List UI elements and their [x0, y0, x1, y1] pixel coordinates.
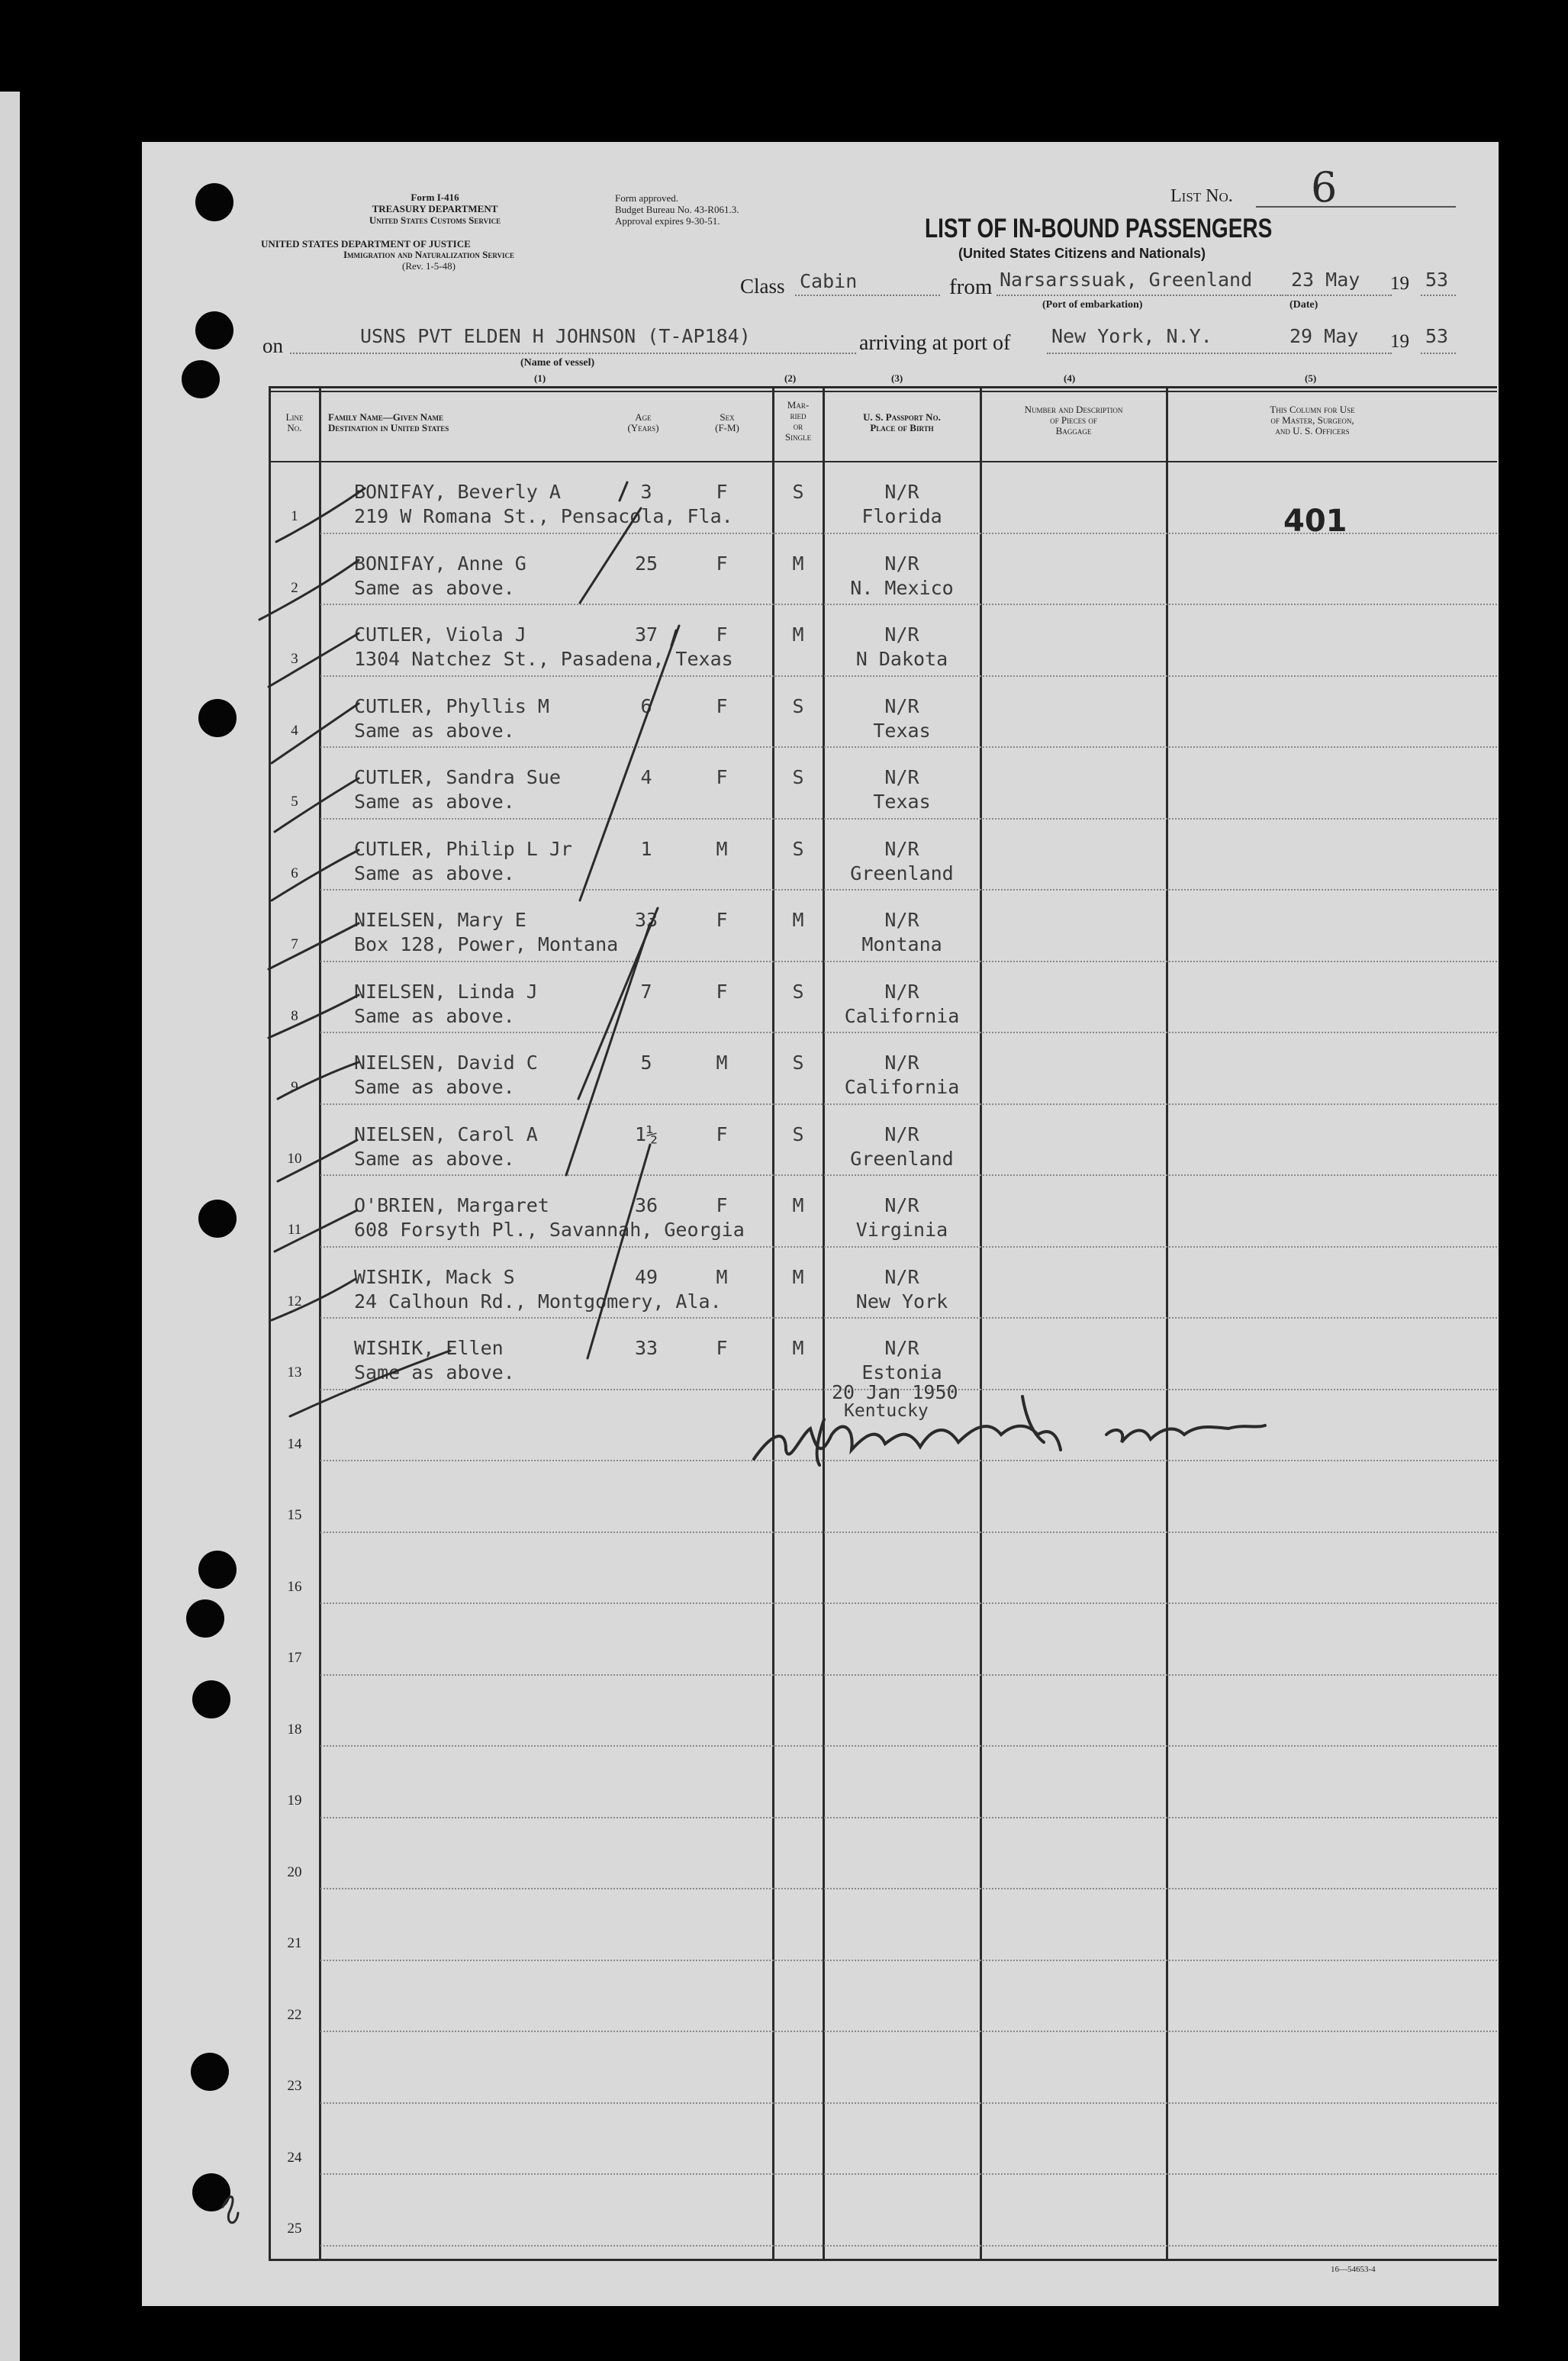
col-num-5: (5)	[1305, 372, 1317, 384]
col-num-2: (2)	[784, 372, 797, 384]
passenger-name: NIELSEN, Carol A	[354, 1123, 538, 1145]
place-of-birth: N. Mexico	[850, 576, 954, 599]
line-number: 19	[287, 1792, 302, 1809]
approval-expires: Approval expires 9-30-51.	[615, 215, 720, 227]
destination: Same as above.	[354, 576, 515, 599]
line-number: 8	[291, 1007, 298, 1024]
list-number: 6	[1311, 163, 1338, 211]
col-officers-2: of Master, Surgeon,	[1270, 414, 1354, 426]
line-number: 12	[287, 1293, 302, 1309]
sex: M	[716, 1265, 728, 1288]
marital-status: M	[792, 552, 804, 575]
place-of-birth: Greenland	[850, 862, 954, 884]
year-prefix: 19	[1390, 273, 1409, 294]
age: 3	[640, 481, 652, 503]
line-number: 13	[287, 1364, 302, 1380]
row-divider	[320, 889, 1497, 891]
place-of-birth: California	[844, 1076, 960, 1098]
col-num-3: (3)	[891, 372, 903, 384]
col-sex-1: Sex	[720, 411, 735, 423]
passenger-name: WISHIK, Mack S	[354, 1265, 515, 1288]
passport-no: N/R	[884, 1194, 919, 1216]
row-divider	[320, 2245, 1497, 2247]
col-married-1: Mar-	[787, 399, 810, 411]
arriving-label: arriving at port of	[859, 331, 1011, 355]
punch-hole	[195, 183, 233, 221]
destination: Same as above.	[354, 862, 515, 884]
destination: Same as above.	[354, 1076, 515, 1098]
arrival-port: New York, N.Y.	[1051, 325, 1212, 347]
age: 4	[640, 766, 652, 788]
col-married-3: or	[793, 420, 803, 432]
passport-no: N/R	[884, 1123, 919, 1145]
age: 37	[634, 623, 658, 646]
age: 36	[634, 1194, 658, 1216]
passport-no: N/R	[884, 766, 919, 788]
marital-status: M	[792, 1337, 804, 1359]
sex: F	[716, 552, 728, 575]
from-year: 53	[1425, 269, 1449, 291]
punch-hole	[191, 2053, 229, 2091]
date-caption: (Date)	[1289, 299, 1318, 311]
col-line-2: No.	[287, 422, 302, 433]
age: 25	[634, 552, 658, 575]
rev-date: (Rev. 1-5-48)	[402, 260, 456, 272]
port-embark-caption: (Port of embarkation)	[1042, 299, 1143, 311]
passenger-name: NIELSEN, Linda J	[354, 980, 538, 1003]
line-number: 14	[287, 1435, 302, 1452]
line-number: 17	[287, 1650, 302, 1666]
form-approved: Form approved.	[615, 192, 679, 204]
destination: 219 W Romana St., Pensacola, Fla.	[354, 505, 733, 527]
punch-hole	[198, 1551, 237, 1589]
marital-status: S	[792, 837, 804, 860]
line-number: 23	[287, 2078, 302, 2094]
destination: 608 Forsyth Pl., Savannah, Georgia	[354, 1219, 745, 1241]
row-divider	[320, 1103, 1497, 1105]
line-number: 1	[291, 508, 298, 524]
age: 33	[634, 909, 658, 931]
film-edge-strip	[0, 92, 20, 2361]
table-bottom-rule	[269, 2259, 1497, 2261]
manifest-page	[142, 142, 1499, 2306]
line-number: 25	[287, 2221, 302, 2237]
place-of-birth: Greenland	[850, 1147, 954, 1170]
passenger-name: WISHIK, Ellen	[354, 1337, 504, 1359]
punch-hole	[182, 360, 220, 398]
place-of-birth: California	[844, 1004, 960, 1027]
passport-no: N/R	[884, 909, 919, 931]
place-of-birth: Virginia	[855, 1219, 948, 1241]
passport-no: N/R	[884, 837, 919, 860]
age: 33	[634, 1337, 658, 1359]
passenger-name: CUTLER, Sandra Sue	[354, 766, 561, 788]
row-divider	[320, 1960, 1497, 1961]
arrival-year: 53	[1425, 325, 1449, 347]
passenger-name: O'BRIEN, Margaret	[354, 1194, 549, 1216]
row-divider	[320, 1745, 1497, 1747]
destination: 24 Calhoun Rd., Montgomery, Ala.	[354, 1290, 722, 1313]
age: 1½	[634, 1123, 658, 1145]
row-divider	[320, 2031, 1497, 2032]
marital-status: M	[792, 623, 804, 646]
line-number: 10	[287, 1150, 302, 1167]
sex: F	[716, 1194, 728, 1216]
row-divider	[320, 675, 1497, 677]
place-of-birth: Texas	[873, 719, 931, 742]
sex: M	[716, 837, 728, 860]
destination: Same as above.	[354, 791, 515, 813]
passenger-name: CUTLER, Philip L Jr	[354, 837, 572, 860]
page-subtitle: (United States Citizens and Nationals)	[958, 246, 1206, 261]
from-date: 23 May	[1291, 269, 1360, 291]
line-number: 24	[287, 2149, 302, 2166]
sex: F	[716, 694, 728, 717]
row-divider	[320, 1460, 1497, 1461]
age: 1	[640, 837, 652, 860]
line-number: 9	[291, 1079, 298, 1095]
col-line-1: Line	[285, 411, 304, 423]
sex: F	[716, 1337, 728, 1359]
passport-no: N/R	[884, 623, 919, 646]
from-label: from	[949, 275, 993, 299]
class-label: Class	[740, 275, 785, 298]
passport-no: N/R	[884, 552, 919, 575]
col-married-4: Single	[784, 431, 812, 443]
sex: F	[716, 1123, 728, 1145]
col-baggage-1: Number and Description	[1024, 404, 1123, 415]
class-value: Cabin	[800, 270, 858, 292]
passenger-name: BONIFAY, Beverly A	[354, 481, 561, 503]
line-number: 5	[291, 794, 298, 810]
place-of-birth: New York	[855, 1290, 948, 1313]
place-of-birth: Texas	[873, 791, 931, 813]
passenger-name: NIELSEN, Mary E	[354, 909, 526, 931]
table-top-rule	[269, 386, 1497, 388]
sex: F	[716, 980, 728, 1003]
col-baggage-2: of Pieces of	[1050, 414, 1097, 426]
col-officers-1: This Column for Use	[1270, 404, 1355, 415]
col-age-1: Age	[635, 411, 652, 423]
marital-status: S	[792, 980, 804, 1003]
list-no-label: List No.	[1170, 186, 1233, 206]
col-officers-3: and U. S. Officers	[1275, 425, 1350, 436]
budget-bureau: Budget Bureau No. 43-R061.3.	[615, 204, 739, 215]
row-divider	[320, 1317, 1497, 1319]
passenger-name: NIELSEN, David C	[354, 1052, 538, 1074]
age: 5	[640, 1052, 652, 1074]
age: 7	[640, 980, 652, 1003]
ins-service: Immigration and Naturalization Service	[343, 249, 515, 260]
age: 49	[634, 1265, 658, 1288]
punch-hole	[195, 311, 233, 349]
sex: F	[716, 481, 728, 503]
passport-no: N/R	[884, 1337, 919, 1359]
col-passport-1: U. S. Passport No.	[863, 411, 941, 423]
on-label: on	[262, 334, 283, 357]
col-num-1: (1)	[534, 372, 546, 384]
punch-hole	[198, 699, 237, 737]
marital-status: S	[792, 766, 804, 788]
row-divider	[320, 2173, 1497, 2175]
from-port: Narsarssuak, Greenland	[1000, 269, 1253, 291]
place-of-birth: Florida	[861, 505, 942, 527]
treasury-dept: TREASURY DEPARTMENT	[372, 203, 498, 214]
page-title: LIST OF IN-BOUND PASSENGERS	[925, 214, 1273, 243]
row-divider	[320, 746, 1497, 748]
vessel-caption: (Name of vessel)	[520, 357, 595, 369]
col-name-2: Destination in United States	[328, 422, 449, 433]
vessel-name: USNS PVT ELDEN H JOHNSON (T-AP184)	[360, 325, 751, 347]
punch-hole	[186, 1599, 224, 1638]
marital-status: S	[792, 1052, 804, 1074]
col-married-2: ried	[790, 410, 807, 421]
line-number: 18	[287, 1721, 302, 1738]
customs-service: United States Customs Service	[369, 214, 501, 226]
line-number: 6	[291, 865, 298, 881]
passenger-name: BONIFAY, Anne G	[354, 552, 526, 575]
row-divider	[320, 604, 1497, 605]
line-number: 22	[287, 2006, 302, 2023]
passenger-name: CUTLER, Phyllis M	[354, 694, 549, 717]
row-divider	[320, 818, 1497, 820]
row-divider	[320, 1817, 1497, 1818]
destination: Same as above.	[354, 1147, 515, 1170]
passport-no: N/R	[884, 1265, 919, 1288]
col-passport-2: Place of Birth	[870, 422, 934, 433]
passport-no: N/R	[884, 481, 919, 503]
col-name-1: Family Name—Given Name	[328, 411, 444, 423]
row-divider	[320, 1888, 1497, 1889]
arrival-date: 29 May	[1289, 325, 1359, 347]
year-prefix-2: 19	[1390, 331, 1409, 352]
place-of-birth: Estonia	[861, 1361, 942, 1383]
destination: Same as above.	[354, 719, 515, 742]
age: 6	[640, 694, 652, 717]
sex: M	[716, 1052, 728, 1074]
row-divider	[320, 1032, 1497, 1033]
punch-hole	[198, 1200, 237, 1238]
line-number: 11	[287, 1222, 302, 1238]
marital-status: M	[792, 1194, 804, 1216]
form-number: Form I-416	[411, 192, 459, 203]
passport-no: N/R	[884, 980, 919, 1003]
marital-status: M	[792, 1265, 804, 1288]
line-number: 15	[287, 1507, 302, 1523]
destination: Box 128, Power, Montana	[354, 933, 619, 955]
sex: F	[716, 766, 728, 788]
sex: F	[716, 623, 728, 646]
naturalization-date: 20 Jan 1950	[832, 1381, 958, 1403]
destination: Same as above.	[354, 1361, 515, 1383]
passenger-name: CUTLER, Viola J	[354, 623, 526, 646]
stamp-number: 401	[1283, 504, 1347, 539]
passport-no: N/R	[884, 1052, 919, 1074]
marital-status: S	[792, 1123, 804, 1145]
row-divider	[320, 1174, 1497, 1176]
row-divider	[320, 1532, 1497, 1533]
line-number: 20	[287, 1863, 302, 1880]
row-divider	[320, 1674, 1497, 1676]
marital-status: S	[792, 481, 804, 503]
line-number: 4	[291, 722, 298, 739]
destination: Same as above.	[354, 1004, 515, 1027]
sex: F	[716, 909, 728, 931]
destination: 1304 Natchez St., Pasadena, Texas	[354, 648, 733, 670]
line-number: 2	[291, 579, 298, 596]
row-divider	[320, 1602, 1497, 1604]
col-age-2: (Years)	[627, 422, 659, 433]
place-of-birth: N Dakota	[855, 648, 948, 670]
marital-status: S	[792, 694, 804, 717]
punch-hole	[192, 1680, 230, 1718]
naturalization-place: Kentucky	[844, 1401, 929, 1421]
row-divider	[320, 1246, 1497, 1248]
justice-dept: UNITED STATES DEPARTMENT OF JUSTICE	[261, 238, 471, 250]
footer-code: 16—54653-4	[1331, 2265, 1376, 2274]
punch-hole	[192, 2173, 230, 2211]
row-divider	[320, 2102, 1497, 2104]
marital-status: M	[792, 909, 804, 931]
line-number: 7	[291, 936, 298, 952]
line-number: 3	[291, 651, 298, 667]
col-num-4: (4)	[1064, 372, 1076, 384]
col-sex-2: (F-M)	[715, 422, 739, 433]
place-of-birth: Montana	[861, 933, 942, 955]
line-number: 21	[287, 1935, 302, 1951]
line-number: 16	[287, 1578, 302, 1595]
row-divider	[320, 961, 1497, 962]
col-baggage-3: Baggage	[1055, 425, 1092, 436]
passport-no: N/R	[884, 694, 919, 717]
